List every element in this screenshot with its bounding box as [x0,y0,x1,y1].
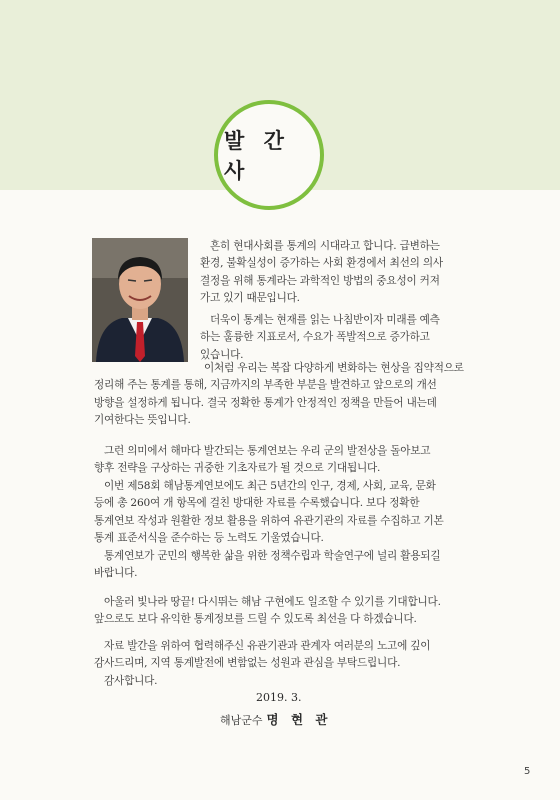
paragraph-3: 이처럼 우리는 복잡 다양하게 변화하는 현상을 집약적으로 정리해 주는 통계를 통해, 지금까지의 부족한 부분을 발견하고 앞으로의 개선 방향을 설정하게 됩니다. 결국 정확한 통계가 안정적인 정책을 만들어 내는데 기여한다는 뜻입니다. [94,362,464,427]
signer-name: 명 현 관 [266,712,332,727]
governor-portrait [92,238,188,362]
paragraph-4: 그런 의미에서 해마다 발간되는 통계연보는 우리 군의 발전상을 돌아보고 향후 전략을 구상하는 귀중한 기초자료가 될 것으로 기대됩니다. [94,445,431,475]
page-number: 5 [524,766,531,777]
paragraph-8: 자료 발간을 위하여 협력해주신 유관기관과 관계자 여러분의 노고에 깊이 감사드리며, 지역 통계발전에 변함없는 성원과 관심을 부탁드립니다. 감사합니다. [94,640,431,687]
paragraph-7: 아울러 빛나라 땅끝! 다시뛰는 해남 구현에도 일조할 수 있기를 기대합니다. 앞으로도 보다 유익한 통계정보를 드릴 수 있도록 최선을 다 하겠습니다. [94,596,441,626]
page-title: 발 간 사 [224,129,290,183]
paragraph-1: 흔히 현대사회를 통계의 시대라고 합니다. 급변하는 환경, 불확실성이 증가하는 사회 환경에서 최선의 의사 결정을 위해 통계라는 과학적인 방법의 중요성이 커져 가고 있기 때문입니다. [200,240,443,305]
title-badge [214,100,324,210]
paragraph-2: 더욱이 통계는 현재를 읽는 나침반이자 미래를 예측 하는 훌륭한 지표로서, 수요가 폭발적으로 증가하고 있습니다. [200,314,440,361]
portrait-photo [92,238,188,362]
paragraph-5: 이번 제58회 해남통계연보에도 최근 5년간의 인구, 경제, 사회, 교육, 문화 등에 총 260여 개 항목에 걸친 방대한 자료를 수록했습니다. 보다 정확한 통계연보 작성과 원활한 정보 활용을 위하여 유관기관의 자료를 수집하고 기본 통계 표준서식을 준수하는 등 노력도 기울였습니다. [94,480,444,545]
signer-position: 해남군수 [220,714,263,727]
publication-date: 2019. 3. [256,691,302,704]
signature-block [220,710,331,728]
paragraph-6: 통계연보가 군민의 행복한 삶을 위한 정책수립과 학술연구에 널리 활용되길 바랍니다. [94,550,441,580]
